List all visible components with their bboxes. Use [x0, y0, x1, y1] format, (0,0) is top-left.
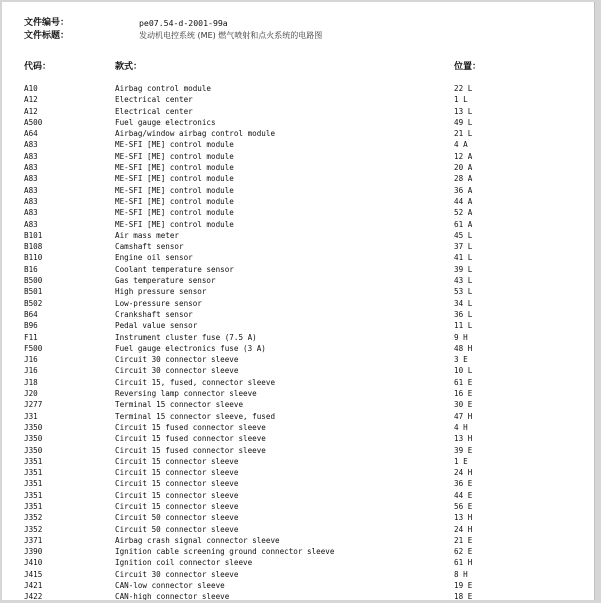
row-position: 4 H	[454, 422, 468, 432]
row-code: A12	[24, 106, 38, 116]
row-code: A83	[24, 196, 38, 206]
row-code: J371	[24, 535, 43, 545]
row-code: A12	[24, 95, 38, 105]
row-name: Circuit 30 connector sleeve	[115, 569, 239, 579]
row-name: Low-pressure sensor	[115, 298, 202, 308]
row-code: B110	[24, 253, 43, 263]
row-code: A83	[24, 174, 38, 184]
row-position: 47 H	[454, 411, 473, 421]
row-name: ME-SFI [ME] control module	[115, 140, 234, 150]
table-row	[24, 252, 584, 263]
table-row	[24, 512, 584, 523]
table-row	[24, 185, 584, 196]
table-row	[24, 467, 584, 478]
row-position: 39 L	[454, 264, 473, 274]
row-code: B502	[24, 298, 43, 308]
row-code: F500	[24, 343, 43, 353]
doc-title-label: 文件标题：	[24, 31, 70, 41]
table-row	[24, 230, 584, 241]
row-name: Fuel gauge electronics	[115, 117, 216, 127]
table-row	[24, 320, 584, 331]
row-name: Crankshaft sensor	[115, 309, 193, 319]
row-code: A83	[24, 163, 38, 173]
row-position: 13 L	[454, 106, 473, 116]
row-name: ME-SFI [ME] control module	[115, 163, 234, 173]
row-name: Circuit 15 connector sleeve	[115, 501, 239, 511]
row-position: 37 L	[454, 242, 473, 252]
row-position: 44 A	[454, 196, 473, 206]
table-row	[24, 546, 584, 557]
row-code: B101	[24, 230, 43, 240]
row-code: J31	[24, 411, 38, 421]
table-row	[24, 490, 584, 501]
row-name: Circuit 15 fused connector sleeve	[115, 434, 266, 444]
row-code: B16	[24, 264, 38, 274]
table-row	[24, 151, 584, 162]
table-row	[24, 83, 584, 94]
table-header	[24, 61, 584, 73]
row-code: J350	[24, 445, 43, 455]
row-name: Fuel gauge electronics fuse (3 A)	[115, 343, 266, 353]
row-name: Circuit 15, fused, connector sleeve	[115, 377, 276, 387]
table-row	[24, 354, 584, 365]
row-position: 21 L	[454, 129, 473, 139]
row-name: Electrical center	[115, 95, 193, 105]
row-name: ME-SFI [ME] control module	[115, 151, 234, 161]
row-position: 13 H	[454, 434, 473, 444]
row-position: 19 E	[454, 581, 473, 591]
row-name: Ignition cable screening ground connector sleeve	[115, 547, 335, 557]
row-name: Circuit 50 connector sleeve	[115, 524, 239, 534]
table-row	[24, 332, 584, 343]
table-row	[24, 106, 584, 117]
row-name: Camshaft sensor	[115, 242, 184, 252]
row-code: J18	[24, 377, 38, 387]
row-position: 24 H	[454, 524, 473, 534]
table-row	[24, 196, 584, 207]
row-code: A10	[24, 84, 38, 93]
row-name: ME-SFI [ME] control module	[115, 185, 234, 195]
table-row	[24, 535, 584, 546]
row-position: 21 E	[454, 535, 473, 545]
row-position: 43 L	[454, 276, 473, 286]
row-name: Airbag/window airbag control module	[115, 129, 276, 139]
table-row	[24, 241, 584, 252]
row-name: Circuit 50 connector sleeve	[115, 513, 239, 523]
row-name: Circuit 15 connector sleeve	[115, 479, 239, 489]
table-row	[24, 591, 584, 600]
table-row	[24, 343, 584, 354]
row-position: 9 H	[454, 332, 468, 342]
row-name: Air mass meter	[115, 230, 180, 240]
row-name: Pedal value sensor	[115, 321, 198, 331]
row-code: J410	[24, 558, 43, 568]
table-row	[24, 524, 584, 535]
row-name: ME-SFI [ME] control module	[115, 196, 234, 206]
row-code: J351	[24, 456, 43, 466]
doc-title-value: 发动机电控系统 (ME) 燃气喷射和点火系统的电路图	[139, 31, 323, 40]
row-code: J421	[24, 581, 43, 591]
table-row	[24, 580, 584, 591]
table-row	[24, 433, 584, 444]
table-row	[24, 173, 584, 184]
row-code: J351	[24, 501, 43, 511]
header-position: 位置：	[454, 62, 482, 72]
table-row	[24, 445, 584, 456]
row-code: B500	[24, 276, 43, 286]
table-row	[24, 219, 584, 230]
row-position: 44 E	[454, 490, 473, 500]
row-position: 62 E	[454, 547, 473, 557]
row-code: A64	[24, 129, 38, 139]
row-name: Electrical center	[115, 106, 193, 116]
row-position: 45 L	[454, 230, 473, 240]
row-name: CAN-low connector sleeve	[115, 581, 225, 591]
row-code: J350	[24, 422, 43, 432]
row-code: J352	[24, 513, 43, 523]
row-position: 24 H	[454, 468, 473, 478]
header-code: 代码：	[24, 62, 52, 72]
row-name: Circuit 15 fused connector sleeve	[115, 445, 266, 455]
row-name: Circuit 30 connector sleeve	[115, 355, 239, 365]
row-name: Airbag control module	[115, 84, 212, 93]
row-code: J20	[24, 389, 38, 399]
table-row	[24, 365, 584, 376]
row-code: B96	[24, 321, 38, 331]
row-name: Coolant temperature sensor	[115, 264, 234, 274]
row-code: A83	[24, 151, 38, 161]
row-position: 56 E	[454, 501, 473, 511]
row-position: 36 L	[454, 309, 473, 319]
row-name: Gas temperature sensor	[115, 276, 216, 286]
row-position: 11 L	[454, 321, 473, 331]
row-code: F11	[24, 332, 38, 342]
row-name: Airbag crash signal connector sleeve	[115, 535, 280, 545]
row-code: J350	[24, 434, 43, 444]
row-code: A83	[24, 208, 38, 218]
table-row	[24, 422, 584, 433]
row-position: 41 L	[454, 253, 473, 263]
row-position: 16 E	[454, 389, 473, 399]
row-name: Circuit 15 connector sleeve	[115, 490, 239, 500]
table-row	[24, 286, 584, 297]
row-position: 48 H	[454, 343, 473, 353]
row-name: Circuit 30 connector sleeve	[115, 366, 239, 376]
table-row	[24, 139, 584, 150]
row-name: Ignition coil connector sleeve	[115, 558, 253, 568]
row-position: 13 H	[454, 513, 473, 523]
row-code: J422	[24, 592, 43, 600]
row-position: 49 L	[454, 117, 473, 127]
row-position: 22 L	[454, 84, 473, 93]
row-code: B64	[24, 309, 38, 319]
table-row	[24, 264, 584, 275]
table-row	[24, 162, 584, 173]
table-row	[24, 557, 584, 568]
table-row	[24, 298, 584, 309]
row-code: A83	[24, 140, 38, 150]
row-position: 34 L	[454, 298, 473, 308]
row-position: 8 H	[454, 569, 468, 579]
row-name: CAN-high connector sleeve	[115, 592, 230, 600]
row-name: High pressure sensor	[115, 287, 207, 297]
row-code: J390	[24, 547, 43, 557]
row-name: Reversing lamp connector sleeve	[115, 389, 257, 399]
doc-number-label: 文件编号：	[24, 18, 70, 28]
row-position: 30 E	[454, 400, 473, 410]
row-code: A83	[24, 219, 38, 229]
row-code: J351	[24, 490, 43, 500]
row-position: 61 A	[454, 219, 473, 229]
row-name: ME-SFI [ME] control module	[115, 208, 234, 218]
row-name: Circuit 15 fused connector sleeve	[115, 422, 266, 432]
table-row	[24, 377, 584, 388]
row-position: 1 E	[454, 456, 468, 466]
row-position: 36 A	[454, 185, 473, 195]
header-name: 款式：	[115, 62, 143, 72]
row-code: J351	[24, 479, 43, 489]
table-row	[24, 399, 584, 410]
table-row	[24, 569, 584, 580]
table-row	[24, 117, 584, 128]
table-row	[24, 128, 584, 139]
table-row	[24, 388, 584, 399]
row-name: Terminal 15 connector sleeve	[115, 400, 244, 410]
parts-table	[24, 83, 584, 600]
row-name: Terminal 15 connector sleeve, fused	[115, 411, 276, 421]
row-code: B501	[24, 287, 43, 297]
row-position: 3 E	[454, 355, 468, 365]
row-name: Instrument cluster fuse (7.5 A)	[115, 332, 257, 342]
document-page	[2, 2, 595, 600]
table-row	[24, 501, 584, 512]
row-position: 4 A	[454, 140, 468, 150]
row-code: A500	[24, 117, 43, 127]
row-code: A83	[24, 185, 38, 195]
row-position: 61 H	[454, 558, 473, 568]
row-name: Circuit 15 connector sleeve	[115, 468, 239, 478]
row-code: J352	[24, 524, 43, 534]
table-row	[24, 275, 584, 286]
row-position: 36 E	[454, 479, 473, 489]
row-name: ME-SFI [ME] control module	[115, 219, 234, 229]
row-position: 1 L	[454, 95, 468, 105]
table-row	[24, 478, 584, 489]
row-code: J351	[24, 468, 43, 478]
row-position: 10 L	[454, 366, 473, 376]
row-position: 20 A	[454, 163, 473, 173]
table-row	[24, 456, 584, 467]
row-position: 28 A	[454, 174, 473, 184]
row-position: 18 E	[454, 592, 473, 600]
table-row	[24, 309, 584, 320]
row-code: B108	[24, 242, 43, 252]
row-name: ME-SFI [ME] control module	[115, 174, 234, 184]
table-row	[24, 207, 584, 218]
table-row	[24, 94, 584, 105]
row-code: J16	[24, 355, 38, 365]
row-position: 39 E	[454, 445, 473, 455]
row-position: 53 L	[454, 287, 473, 297]
row-position: 61 E	[454, 377, 473, 387]
row-code: J415	[24, 569, 43, 579]
table-row	[24, 411, 584, 422]
doc-number-value: pe07.54-d-2001-99a	[139, 18, 228, 28]
row-name: Engine oil sensor	[115, 253, 193, 263]
row-code: J277	[24, 400, 43, 410]
row-position: 52 A	[454, 208, 473, 218]
row-name: Circuit 15 connector sleeve	[115, 456, 239, 466]
row-code: J16	[24, 366, 38, 376]
row-position: 12 A	[454, 151, 473, 161]
